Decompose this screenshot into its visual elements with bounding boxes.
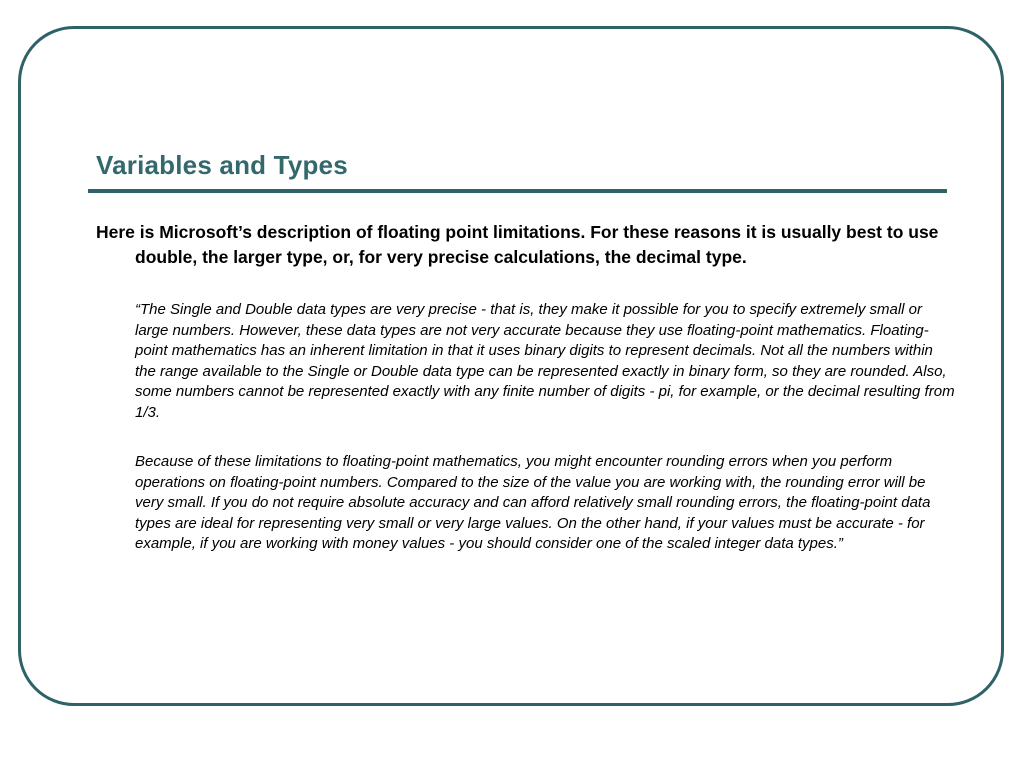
quote-paragraph-1: “The Single and Double data types are very precise - that is, they make it possible for you to specify extremely small or large numbers. However, these data types are not very accurate because they use floating-point mathematics. Floating-point mathematics has an inherent limitation in that it uses binary digits to represent decimals. Not all the numbers within the range available to the Single or Double data type can be represented exactly in binary form, so they are rounded. Also, some numbers cannot be represented exactly with any finite number of digits - pi, for example, or the decimal resulting from 1/3. — [135, 301, 955, 421]
title-underline — [88, 189, 947, 193]
slide-title: Variables and Types — [96, 150, 348, 180]
intro-paragraph: Here is Microsoft’s description of floating point limitations. For these reasons it is usually best to use double, the larger type, or, for very precise calculations, the decimal type. — [96, 222, 939, 267]
quote-paragraph-2: Because of these limitations to floating-point mathematics, you might encounter rounding errors when you perform operations on floating-point numbers. Compared to the size of the value you are working with, the rounding error will be very small. If you do not require absolute accuracy and can afford relatively small rounding errors, the floating-point data types are ideal for representing very small or very large values. On the other hand, if your values must be accurate - for example, if you are working with money values - you should consider one of the scaled integer data types.” — [135, 453, 931, 552]
